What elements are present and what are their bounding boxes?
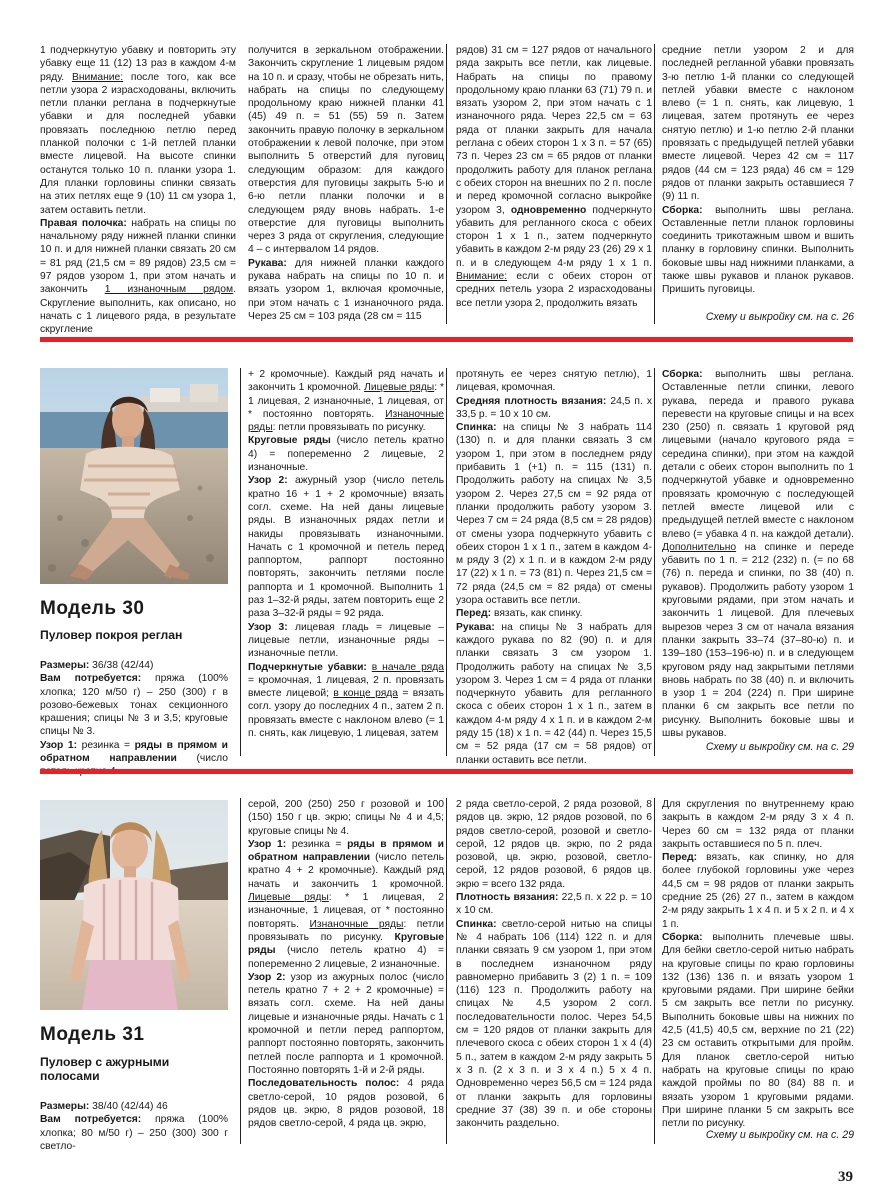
- paragraph: [248, 971, 444, 1077]
- top-col-4: [662, 44, 854, 310]
- model-31-specs: [40, 1100, 228, 1153]
- paragraph: [456, 421, 652, 607]
- paragraph: [456, 918, 652, 1131]
- model-31-title: Модель 31: [40, 1024, 145, 1045]
- column-divider: [240, 798, 241, 1144]
- model-30-col-3: [456, 368, 652, 766]
- text-run: на спинке и переде убавить по 1 п. = 212 (232) п. (= по 68 (76) п. переда и спинки, по 38 (40) п. рукавов). Продолжить работу узором 1 круговыми рядами, при этом начать и закончить 1 лицевой. Для плечевых вырезов через 3 см от начала вязания планки закрыть 33–74 (37–80-ю) п. и 139–180 (153–196-ю) п. и в следующем круговом ряду над закрытыми петлями вновь набрать по 38 (40) п. и включить в узор 1 = 204 (224) п. При ширине планки 6 см закрыть все петли по рисунку. Выполнить боковые швы и швы рукавов.: [662, 541, 854, 740]
- paragraph: [662, 368, 854, 740]
- bold-label: одновременно: [510, 204, 587, 216]
- text-run: 36/38 (42/44): [89, 660, 154, 671]
- underlined-text: в начале ряда: [371, 661, 444, 673]
- text-run: резинка =: [286, 838, 348, 850]
- paragraph: [40, 44, 236, 217]
- paragraph: [248, 1077, 444, 1130]
- text-run: серой, 200 (250) 250 г розовой и 100 (150) 150 г цв. экрю; спицы № 4 и 4,5; круговые спицы № 4.: [248, 799, 444, 837]
- paragraph: [456, 798, 652, 891]
- paragraph: [662, 44, 854, 204]
- text-run: Для скругления по внутреннему краю закрыть в каждом 2-м ряду 3 х 4 п. Через 60 см = 132 ряда от планки закрыть оставшиеся по 5 п. плеч.: [662, 799, 854, 850]
- underlined-text: Изнаночные ряды: [309, 918, 404, 930]
- paragraph: [40, 1100, 228, 1113]
- bold-label: Сборка:: [662, 204, 703, 216]
- text-run: светло-серой нитью на спицы № 4 набрать 106 (114) 122 п. и для планки связать 9 см узором 1, при этом в последнем изнаночном ряду равномерно прибавить 3 (2) 1 п. = 109 (116) 123 п. Продолжить работу на спицах № 4,5 узором 2 согл. последовательности полос. Через 54,5 см = 120 рядов от планки закрыть для плечевого скоса с обеих сторон 1 х 4 (4) 5 п., затем в каждом 2-м ряду закрыть 5 х 3 п. (2 х 3 п. и 3 х 4 п.) 5 х 4 п. Одновременно через 56,5 см = 124 ряда от планки закрыть для горловины средние 37 (38) 39 п. и обе стороны закончить раздельно.: [456, 918, 652, 1130]
- model-30-subtitle: Пуловер покроя реглан: [40, 628, 183, 642]
- paragraph: [40, 217, 236, 337]
- paragraph: [662, 851, 854, 931]
- text-run: ажурный узор (число петель кратно 16 + 1 + 2 кромочные) вязать согл. схеме. На ней даны лицевые ряды. В изнаночных рядах петли и накиды провязывать изнаночными. Начать с 1 кромочной и петель перед раппортом, раппорт постоянно повторять, закончить петлями после раппорта и 1 кромочной. Выполнить 1 раз 1–32-й ряды, затем повторить еще 2 раза 3–32-й ряды = 92 ряда.: [248, 475, 444, 620]
- text-run: : петли провязывать по рисунку.: [272, 422, 426, 434]
- bold-label: Узор 1:: [248, 838, 287, 850]
- bold-label: Перед:: [456, 608, 492, 620]
- text-run: подчеркнуто убавить для регланного скоса с обеих сторон 1 х 1 п., затем подчеркнуто убавить в каждом 2-м ряду 23 (26) 29 х 1 п. и в следующем 4-м ряду 1 х 1 п.: [456, 204, 653, 269]
- bold-label: Перед:: [662, 852, 698, 864]
- model-30-title: Модель 30: [40, 598, 145, 619]
- text-run: выполнить швы реглана. Оставленные петли планок горловины соединить трикотажным швом и вшить планку в горловину спинки. Выполнить боковые швы над нижними планками, а также швы рукавов и планок рукавов. Пришить пуговицы.: [662, 204, 854, 296]
- text-run: протянуть ее через снятую петлю), 1 лицевая, кромочная.: [456, 369, 652, 394]
- text-run: : * 1 лицевая, 2 изнаночные, 1 лицевая, от * постоянно повторять.: [248, 892, 444, 930]
- text-run: 24,5 п. х 33,5 р. = 10 х 10 см.: [456, 395, 652, 420]
- underlined-text: в конце ряда: [333, 688, 399, 700]
- text-run: для нижней планки каждого рукава набрать на спицы по 10 п. и вязать узором 1, включая кромочные, при этом начать с 1 изнаночного ряда. Через 25 см = 103 ряда (28 см = 115: [248, 257, 444, 322]
- bold-label: Сборка:: [662, 369, 703, 380]
- bold-label: Узор 3:: [248, 621, 288, 633]
- paragraph: [456, 891, 652, 918]
- bold-label: Узор 2:: [248, 475, 288, 487]
- bold-label: Правая полочка:: [40, 217, 127, 229]
- model-31-col-2: [248, 798, 444, 1144]
- text-run: лицевая гладь = лицевые – лицевые петли, изнаночные ряды – изнаночные петли.: [248, 621, 444, 660]
- bold-label: Рукава:: [456, 621, 495, 633]
- text-run: узор из ажурных полос (число петель кратно 7 + 2 + 2 кромочные) = вязать согл. схеме. На ней даны лицевые и изнаночные ряды. Начать с 1 кромочной и петли перед раппортом, раппорт постоянно повторять, закончить петлей после раппорта и 1 кромочной. Постоянно повторять 1-й и 2-й ряды.: [248, 971, 444, 1076]
- text-run: вязать, как спинку, но для более глубокой горловины уже через 44,5 см = 98 рядов от планки закрыть средние 25 (26) 27 п., затем в каждом 2-м ряду закрыть 1 х 4 п. и 5 х 2 п. и 4 х 1 п.: [662, 852, 854, 930]
- text-run: на спицы № 3 набрать 114 (130) п. и для планки связать 3 см узором 1, при этом в последнем ряду прибавить 1 (+1) п. = 115 (131) п. Продолжить работу на спицах № 3,5 узором 2. Через 27,5 см = 92 ряда от планки продолжить работу узором 3. Через 7 см = 24 ряда (8,5 см = 28 рядов) от смены узора подчеркнуто убавить с обеих сторон 1 х 1 п., затем в каждом 4-м ряду 3 (2) х 1 п. и в каждом 2-м ряду 17 (22) х 1 п. = 73 (81) п. Через 21,5 см = 72 ряда (24,5 см = 82 ряда) от смены узора оставить все петли.: [456, 422, 652, 607]
- model-30-photo: [40, 368, 228, 584]
- bold-label: Размеры:: [40, 660, 90, 671]
- bold-label: Спинка:: [456, 422, 497, 434]
- model-31-col-4: [662, 798, 854, 1128]
- bold-label: ряды в прямом и обратном направлении: [40, 739, 228, 765]
- underlined-text: Дополнительно: [662, 541, 737, 553]
- text-run: вязать, как спинку.: [491, 608, 583, 620]
- bold-label: Круговые ряды: [248, 931, 444, 957]
- paragraph: [456, 607, 652, 620]
- bold-label: Круговые ряды: [248, 435, 331, 447]
- bold-label: Узор 1:: [40, 739, 78, 751]
- bold-label: Размеры:: [40, 1101, 90, 1112]
- paragraph: [662, 931, 854, 1130]
- paragraph: [456, 368, 652, 395]
- text-run: (число: [196, 753, 229, 765]
- text-run: пряжа (100% хлопка; 120 м/50 г) – 250 (300) г в розово-бежевых тонах секционного крашения; спицы № 3 и 3,5; круговые спицы № 3.: [40, 673, 228, 738]
- model-30-pattern-reference: Схему и выкройку см. на с. 29: [705, 741, 854, 753]
- paragraph: [248, 838, 444, 971]
- text-run: если с обеих сторон от средних петель узора 2 израсходованы все петли узора 2, продолжить вязать: [456, 271, 652, 309]
- paragraph: [248, 621, 444, 661]
- text-run: (число петель кратно 4) = попеременно 2 лицевые, 2 изнаночные.: [248, 945, 444, 970]
- column-divider: [240, 368, 241, 756]
- text-run: 22,5 п. х 22 р. = 10 х 10 см.: [456, 892, 652, 917]
- text-run: рядов) 31 см = 127 рядов от начального ряда закрыть все петли, как лицевые. Набрать на спицы по правому продольному краю планки 63 (71) 79 п. и вязать узором 2, при этом начать с 1 изнаночного ряда. Через 22,5 см = 63 ряда от планки закрыть для начала реглана с обеих сторон 1 х 3 п. = 57 (65) 73 п. Через 23 см = 65 рядов от планки продолжить работу для планок реглана с обеих сторон на внешних по 2 п. после и перед кромочной согласно выкройке узором 3,: [456, 45, 652, 216]
- text-run: набрать на спицы по начальному ряду нижней планки спинки 10 п. и для нижней планки связать 20 см = 81 ряд (21,5 см = 89 рядов) 23,5 см = 97 рядов узором 1, при этом начать и закончить: [40, 217, 236, 296]
- text-run: на спицы № 3 набрать для каждого рукава по 82 (90) п. и для планки связать 3 см узором 1. Продолжить работу на спицах № 3,5 узором 3. Через 1 см = 4 ряда от планки подчеркнуто убавить для регланного скоса с обеих сторон 1 х 1 п., затем в каждом 4-м ряду 4 х 1 п. и в каждом 2-м ряду 15 (18) х 1 п. = 42 (44) п. Через 15,5 см = 52 ряда (17 см = 58 рядов) от планки оставить все петли.: [456, 621, 652, 766]
- text-run: = вязать согл. узору до последних 4 п., затем 2 п. провязать вместе с наклоном влево (= 1 п. снять, как лицевую, 1 лицевая, затем: [248, 688, 444, 740]
- column-divider: [654, 368, 655, 756]
- text-run: средние петли узором 2 и для последней регланной убавки провязать 3-ю петлю 1-й планки со следующей петлей убавки вместе с наклоном влево (= 1 п. снять, как лицевую, 1 лицевая, затем протянуть ее через снятую петлю) и 1-ю петлю 2-й планки провязать с предыдущей петлей убавки вместе лицевой. Через 42 см = 117 рядов (44 см = 123 ряда) 46 см = 129 рядов от планки закрыть оставшиеся 7 (9) 11 п.: [662, 45, 854, 203]
- paragraph: [40, 659, 228, 672]
- column-divider: [654, 798, 655, 1144]
- paragraph: [40, 1113, 228, 1153]
- paragraph: [40, 672, 228, 738]
- bold-label: Рукава:: [248, 257, 287, 269]
- paragraph: [662, 798, 854, 851]
- paragraph: [248, 257, 444, 323]
- bold-label: Средняя плотность вязания:: [456, 395, 607, 407]
- text-run: пряжа (100% хлопка; 80 м/50 г) – 250 (300) 300 г светло-: [40, 1114, 228, 1152]
- bold-label: Спинка:: [456, 918, 497, 930]
- paragraph: [248, 434, 444, 474]
- bold-label: Сборка:: [662, 931, 703, 943]
- text-run: (число петель кратно 4 + 2 кромочные). Каждый ряд начать и закончить 1 кромочной.: [248, 852, 444, 890]
- bold-label: Вам потребуется:: [40, 673, 142, 685]
- bold-label: Вам потребуется:: [40, 1114, 142, 1126]
- paragraph: [456, 44, 652, 310]
- page-number: 39: [838, 1169, 853, 1185]
- text-run: : петли провязывать по рисунку.: [248, 918, 444, 943]
- model-31-subtitle: Пуловер с ажурными полосами: [40, 1055, 170, 1083]
- underlined-text: 1 изнаночным рядом: [104, 284, 234, 296]
- column-divider: [446, 368, 447, 756]
- paragraph: [248, 368, 444, 434]
- section-divider-rule: [40, 337, 853, 342]
- model-30-col-2: [248, 368, 444, 756]
- underlined-text: Лицевые ряды: [364, 382, 435, 394]
- text-run: 38/40 (42/44) 46: [89, 1101, 168, 1112]
- bold-label: ряды в прямом и обратном направлении: [248, 838, 444, 864]
- underlined-text: Внимание:: [456, 271, 508, 283]
- model-30-specs: [40, 659, 228, 779]
- top-pattern-reference: Схему и выкройку см. на с. 26: [705, 311, 854, 323]
- text-run: 2 ряда светло-серой, 2 ряда розовой, 8 рядов цв. экрю, 12 рядов розовой, по 6 рядов светло-серой, розовой и светло-серой, 12 рядов цв. экрю, по 2 ряда розовой, цв. экрю, розовой, светло-серой, 12 рядов розовой, 6 рядов цв. экрю = всего 132 ряда.: [456, 799, 652, 890]
- model-30-col-4: [662, 368, 854, 738]
- paragraph: [456, 621, 652, 767]
- text-run: : * 1 лицевая, 2 изнаночные, 1 лицевая, от * постоянно повторять.: [248, 382, 445, 420]
- model-31-col-3: [456, 798, 652, 1144]
- section-divider-rule: [40, 769, 853, 774]
- top-col-3: [456, 44, 652, 324]
- bold-label: Подчеркнутые убавки:: [248, 661, 367, 673]
- text-run: + 2 кромочные). Каждый ряд начать и закончить 1 кромочной.: [248, 369, 444, 394]
- top-col-1: [40, 44, 236, 336]
- top-col-2: [248, 44, 444, 324]
- underlined-text: Внимание:: [71, 71, 124, 83]
- text-run: 4 ряда светло-серой, 10 рядов розовой, 6 рядов цв. экрю, 8 рядов розовой, 18 рядов светло-серой, 4 ряда цв. экрю,: [248, 1078, 444, 1130]
- bold-label: Узор 2:: [248, 971, 286, 983]
- bold-label: Последовательность полос:: [248, 1078, 400, 1090]
- column-divider: [446, 44, 447, 324]
- underlined-text: Лицевые ряды: [248, 892, 329, 904]
- paragraph: [248, 44, 444, 257]
- paragraph: [248, 661, 444, 741]
- column-divider: [654, 44, 655, 324]
- paragraph: [456, 395, 652, 422]
- text-run: 1 подчеркнутую убавку и повторить эту убавку еще 11 (12) 13 раз в каждом 4-м ряду.: [40, 45, 236, 83]
- text-run: = кромочная, 1 лицевая, 2 п. провязать вместе лицевой;: [248, 674, 444, 700]
- text-run: выполнить швы реглана. Оставленные петли спинки, левого рукава, переда и правого рукава перевести на круговые спицы и на всех 230 (250) п. связать 1 круговой ряд лицевыми (начало кругового ряда = середина спинки), при этом на каждой детали с обеих сторон выполнить по 1 подчеркнутой убавке и одновременно провязать кромочную с последующей петлей вместе лицевой или с предыдущей петлей вместе с наклоном влево (= убавка 4 п. на каждой детали).: [662, 369, 854, 540]
- text-run: после того, как все петли узора 2 израсходованы, включить петли планки реглана в подчеркнутые убавки и для последней убавки провязать последнюю петлю перед планкой полочки с 1-й петлей планки вместе лицевой. На высоте спинки останутся только 10 п. планки узора 1. Для планки горловины спинки связать на этих петлях еще 9 (10) 11 см узора 1, затем оставить петли.: [40, 71, 236, 216]
- paragraph: [248, 474, 444, 620]
- underlined-text: Изнаночные ряды: [248, 408, 444, 434]
- text-run: (число петель кратно 4) = попеременно 2 лицевые, 2 изнаночные.: [248, 435, 444, 474]
- paragraph: [662, 204, 854, 297]
- model-31-pattern-reference: Схему и выкройку см. на с. 29: [705, 1129, 854, 1141]
- column-divider: [446, 798, 447, 1144]
- text-run: получится в зеркальном отображении. Закончить скругление 1 лицевым рядом на 10 п. и сразу, чтобы не обрезать нить, набрать на спицы по следующему продольному краю нижней планки 41 (45) 49 п. = 51 (55) 59 п. Затем закончить правую полочку в зеркальном отображении к левой полочке, при этом выполнить 5 отверстий для пуговиц следующим образом: для каждого отверстия для пуговицы закрыть 5-ю и 6-ю петли планки полочки и в следующем ряду вновь набрать. 1-е отверстие для пуговицы выполнить через 3 ряда от скругления, следующие 4 – с интервалом 14 рядов.: [248, 45, 444, 256]
- text-run: резинка =: [77, 739, 135, 751]
- model-31-photo: [40, 800, 228, 1010]
- bold-label: Плотность вязания:: [456, 892, 559, 904]
- text-run: выполнить плечевые швы. Для бейки светло-серой нитью набрать на круговые спицы по краю горловины 132 (136) 136 п. и вязать узором 1 круговыми рядами. При ширине бейки 5 см закрыть все петли по рисунку. Выполнить боковые швы на нижних по 42,5 (41,5) 40,5 см, верхние по 21 (22) 23 см оставить открытыми для пройм. Для планок светло-серой нитью набрать на круговые спицы по краю каждой проймы по 80 (84) 88 п. и вязать узором 1 круговыми рядами. При ширине планки 5 см закрыть все петли по рисунку.: [662, 931, 854, 1130]
- text-run: . Скругление выполнить, как описано, но начать с 1 лицевого ряда, в результате скругление: [40, 284, 236, 336]
- paragraph: [248, 798, 444, 838]
